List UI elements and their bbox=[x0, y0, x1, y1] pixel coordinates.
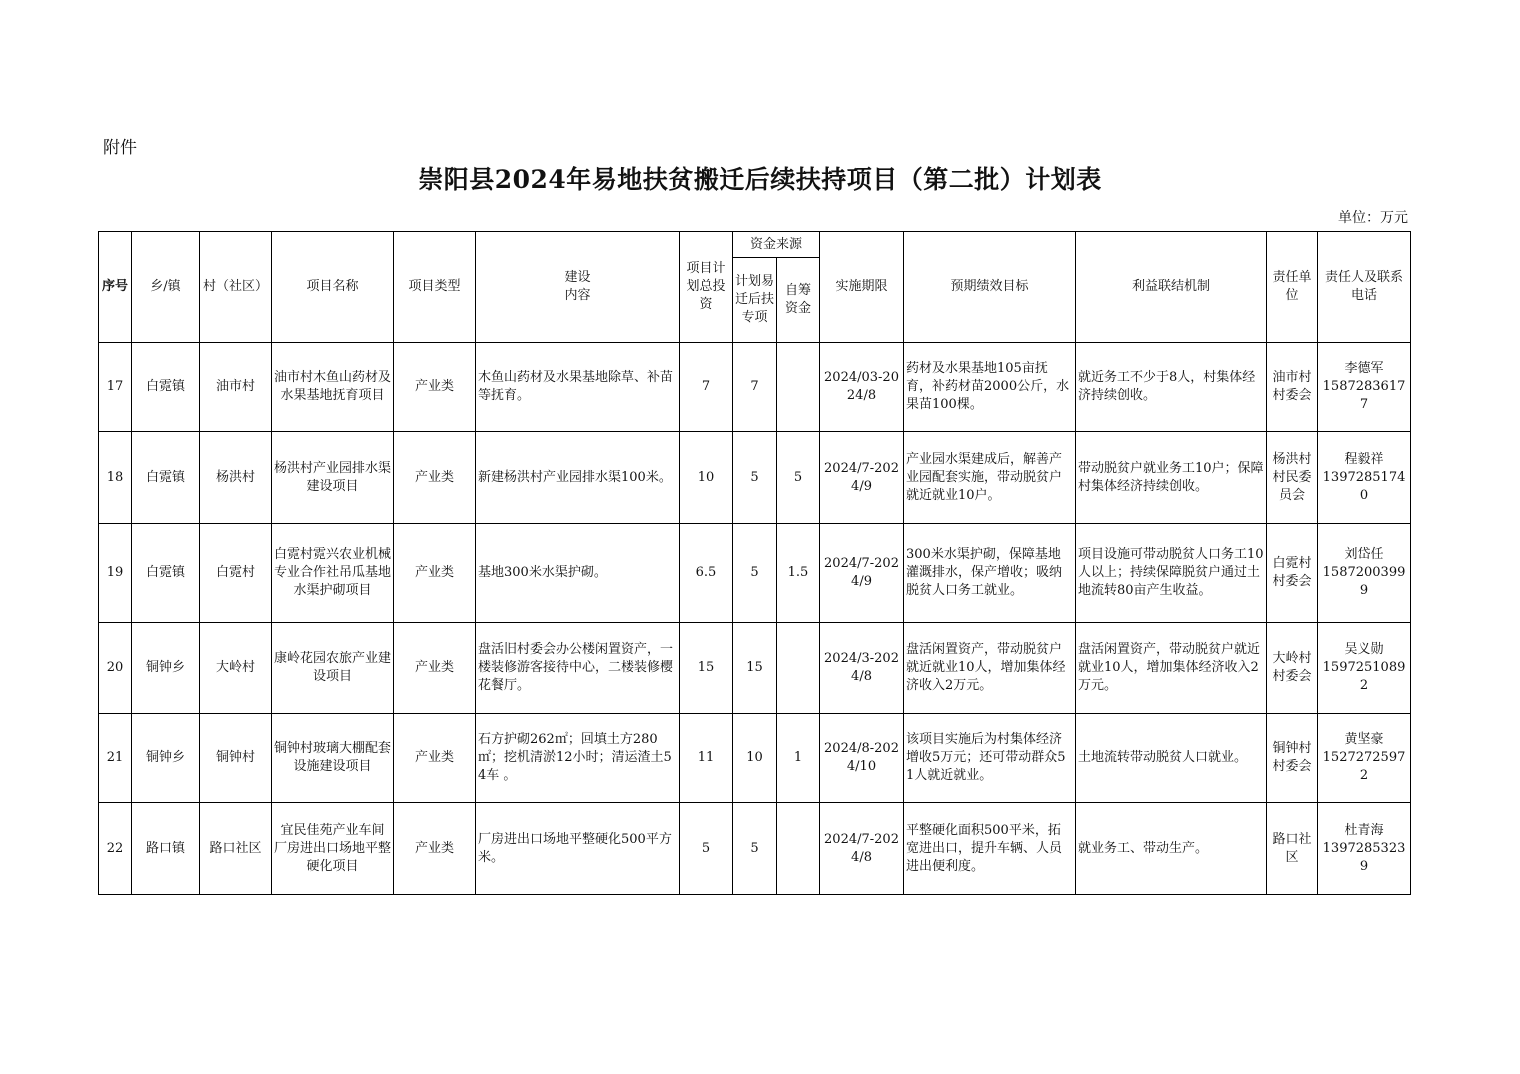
cell-seq: 21 bbox=[99, 714, 132, 803]
cell-benefit: 盘活闲置资产，带动脱贫户就近就业10人，增加集体经济收入2万元。 bbox=[1076, 623, 1267, 714]
cell-contact bbox=[1318, 524, 1411, 623]
cell-project-name: 杨洪村产业园排水渠建设项目 bbox=[272, 432, 394, 524]
cell-project-name: 白霓村霓兴农业机械专业合作社吊瓜基地水渠护砌项目 bbox=[272, 524, 394, 623]
cell-total-investment: 11 bbox=[680, 714, 733, 803]
header-project-type: 项目类型 bbox=[394, 232, 476, 343]
contact-person: 刘岱任 bbox=[1344, 547, 1384, 562]
cell-period: 2024/7-2024/9 bbox=[820, 432, 904, 524]
project-plan-table bbox=[98, 231, 1411, 895]
cell-project-type: 产业类 bbox=[394, 714, 476, 803]
cell-responsible-unit: 油市村村委会 bbox=[1267, 343, 1318, 432]
cell-period: 2024/7-2024/8 bbox=[820, 803, 904, 895]
cell-responsible-unit: 大岭村村委会 bbox=[1267, 623, 1318, 714]
cell-seq: 20 bbox=[99, 623, 132, 714]
cell-project-name: 铜钟村玻璃大棚配套设施建设项目 bbox=[272, 714, 394, 803]
cell-contact bbox=[1318, 714, 1411, 803]
cell-special-fund: 5 bbox=[733, 803, 777, 895]
cell-project-type: 产业类 bbox=[394, 803, 476, 895]
cell-benefit: 就业务工、带动生产。 bbox=[1076, 803, 1267, 895]
cell-self-raised bbox=[777, 623, 820, 714]
header-special-fund: 计划易迁后扶专项 bbox=[733, 258, 777, 343]
cell-benefit: 就近务工不少于8人，村集体经济持续创收。 bbox=[1076, 343, 1267, 432]
cell-town: 白霓镇 bbox=[132, 524, 200, 623]
cell-project-type: 产业类 bbox=[394, 343, 476, 432]
header-benefit: 利益联结机制 bbox=[1076, 232, 1267, 343]
cell-special-fund: 10 bbox=[733, 714, 777, 803]
cell-self-raised: 1 bbox=[777, 714, 820, 803]
cell-content: 盘活旧村委会办公楼闲置资产，一楼装修游客接待中心，二楼装修樱花餐厅。 bbox=[476, 623, 680, 714]
cell-goals: 平整硬化面积500平米，拓宽进出口，提升车辆、人员进出便利度。 bbox=[904, 803, 1076, 895]
cell-special-fund: 7 bbox=[733, 343, 777, 432]
cell-responsible-unit: 铜钟村村委会 bbox=[1267, 714, 1318, 803]
cell-town: 白霓镇 bbox=[132, 343, 200, 432]
header-funding-source: 资金来源 bbox=[733, 232, 820, 258]
cell-benefit: 土地流转带动脱贫人口就业。 bbox=[1076, 714, 1267, 803]
table-row bbox=[99, 803, 1411, 895]
cell-period: 2024/8-2024/10 bbox=[820, 714, 904, 803]
contact-person: 杜青海 bbox=[1344, 822, 1384, 838]
cell-project-name: 宜民佳苑产业车间 厂房进出口场地平整硬化项目 bbox=[272, 803, 394, 895]
cell-period: 2024/7-2024/9 bbox=[820, 524, 904, 623]
cell-period: 2024/3-2024/8 bbox=[820, 623, 904, 714]
attachment-label: 附件 bbox=[103, 138, 137, 158]
cell-special-fund: 5 bbox=[733, 432, 777, 524]
cell-goals: 该项目实施后为村集体经济增收5万元；还可带动群众51人就近就业。 bbox=[904, 714, 1076, 803]
cell-town: 铜钟乡 bbox=[132, 714, 200, 803]
cell-special-fund: 5 bbox=[733, 524, 777, 623]
header-responsible-unit: 责任单位 bbox=[1267, 232, 1318, 343]
contact-person: 李德军 bbox=[1344, 361, 1384, 376]
cell-benefit: 项目设施可带动脱贫人口务工10人以上；持续保障脱贫户通过土地流转80亩产生收益。 bbox=[1076, 524, 1267, 623]
cell-period: 2024/03-2024/8 bbox=[820, 343, 904, 432]
contact-person: 黄坚豪 bbox=[1344, 732, 1384, 747]
contact-phone: 15872836177 bbox=[1322, 379, 1406, 412]
contact-phone: 15972510892 bbox=[1322, 660, 1406, 693]
cell-total-investment: 10 bbox=[680, 432, 733, 524]
header-self-raised: 自筹资金 bbox=[777, 258, 820, 343]
cell-contact bbox=[1318, 803, 1411, 895]
cell-seq: 18 bbox=[99, 432, 132, 524]
cell-contact bbox=[1318, 343, 1411, 432]
table-row bbox=[99, 623, 1411, 714]
cell-town: 白霓镇 bbox=[132, 432, 200, 524]
cell-content: 木鱼山药材及水果基地除草、补苗等抚育。 bbox=[476, 343, 680, 432]
cell-village: 白霓村 bbox=[200, 524, 272, 623]
header-village: 村（社区） bbox=[200, 232, 272, 343]
page-title: 崇阳县2024年易地扶贫搬迁后续扶持项目（第二批）计划表 bbox=[418, 165, 1102, 194]
header-content: 建设 内容 bbox=[476, 232, 680, 343]
cell-responsible-unit: 杨洪村村民委员会 bbox=[1267, 432, 1318, 524]
contact-person: 吴义勋 bbox=[1344, 642, 1384, 657]
cell-self-raised: 1.5 bbox=[777, 524, 820, 623]
cell-project-name: 油市村木鱼山药材及水果基地抚育项目 bbox=[272, 343, 394, 432]
cell-total-investment: 7 bbox=[680, 343, 733, 432]
cell-special-fund: 15 bbox=[733, 623, 777, 714]
unit-label: 单位：万元 bbox=[1338, 210, 1408, 226]
contact-phone: 13972851740 bbox=[1322, 469, 1406, 503]
cell-seq: 17 bbox=[99, 343, 132, 432]
cell-project-type: 产业类 bbox=[394, 524, 476, 623]
header-project-name: 项目名称 bbox=[272, 232, 394, 343]
cell-project-name: 康岭花园农旅产业建设项目 bbox=[272, 623, 394, 714]
contact-phone: 15272725972 bbox=[1322, 750, 1406, 783]
contact-phone: 15872003999 bbox=[1322, 565, 1406, 598]
header-town: 乡/镇 bbox=[132, 232, 200, 343]
cell-responsible-unit: 白霓村村委会 bbox=[1267, 524, 1318, 623]
header-goals: 预期绩效目标 bbox=[904, 232, 1076, 343]
header-total-investment: 项目计划总投资 bbox=[680, 232, 733, 343]
cell-content: 基地300米水渠护砌。 bbox=[476, 524, 680, 623]
table-row bbox=[99, 343, 1411, 432]
cell-town: 铜钟乡 bbox=[132, 623, 200, 714]
cell-village: 铜钟村 bbox=[200, 714, 272, 803]
cell-total-investment: 5 bbox=[680, 803, 733, 895]
cell-responsible-unit: 路口社区 bbox=[1267, 803, 1318, 895]
contact-person: 程毅祥 bbox=[1344, 451, 1384, 467]
cell-village: 路口社区 bbox=[200, 803, 272, 895]
table-row bbox=[99, 432, 1411, 524]
table-row bbox=[99, 524, 1411, 623]
cell-total-investment: 6.5 bbox=[680, 524, 733, 623]
cell-contact bbox=[1318, 623, 1411, 714]
cell-village: 大岭村 bbox=[200, 623, 272, 714]
cell-total-investment: 15 bbox=[680, 623, 733, 714]
cell-seq: 19 bbox=[99, 524, 132, 623]
header-seq: 序号 bbox=[99, 232, 132, 343]
cell-project-type: 产业类 bbox=[394, 623, 476, 714]
cell-self-raised bbox=[777, 803, 820, 895]
cell-self-raised: 5 bbox=[777, 432, 820, 524]
table-row bbox=[99, 714, 1411, 803]
cell-benefit: 带动脱贫户就业务工10户；保障村集体经济持续创收。 bbox=[1076, 432, 1267, 524]
header-contact: 责任人及联系电话 bbox=[1318, 232, 1411, 343]
cell-seq: 22 bbox=[99, 803, 132, 895]
cell-village: 油市村 bbox=[200, 343, 272, 432]
cell-content: 石方护砌262㎡；回填土方280㎡；挖机清淤12小时；清运渣土54车 。 bbox=[476, 714, 680, 803]
cell-goals: 产业园水渠建成后，解善产业园配套实施，带动脱贫户就近就业10户。 bbox=[904, 432, 1076, 524]
cell-goals: 300米水渠护砌，保障基地灌溉排水，保产增收；吸纳脱贫人口务工就业。 bbox=[904, 524, 1076, 623]
cell-village: 杨洪村 bbox=[200, 432, 272, 524]
cell-project-type: 产业类 bbox=[394, 432, 476, 524]
cell-self-raised bbox=[777, 343, 820, 432]
header-period: 实施期限 bbox=[820, 232, 904, 343]
cell-contact bbox=[1318, 432, 1411, 524]
cell-town: 路口镇 bbox=[132, 803, 200, 895]
contact-phone: 13972853239 bbox=[1322, 840, 1406, 874]
cell-goals: 盘活闲置资产，带动脱贫户就近就业10人，增加集体经济收入2万元。 bbox=[904, 623, 1076, 714]
cell-content: 新建杨洪村产业园排水渠100米。 bbox=[476, 432, 680, 524]
cell-content: 厂房进出口场地平整硬化500平方米。 bbox=[476, 803, 680, 895]
cell-goals: 药材及水果基地105亩抚育，补药材苗2000公斤，水果苗100棵。 bbox=[904, 343, 1076, 432]
